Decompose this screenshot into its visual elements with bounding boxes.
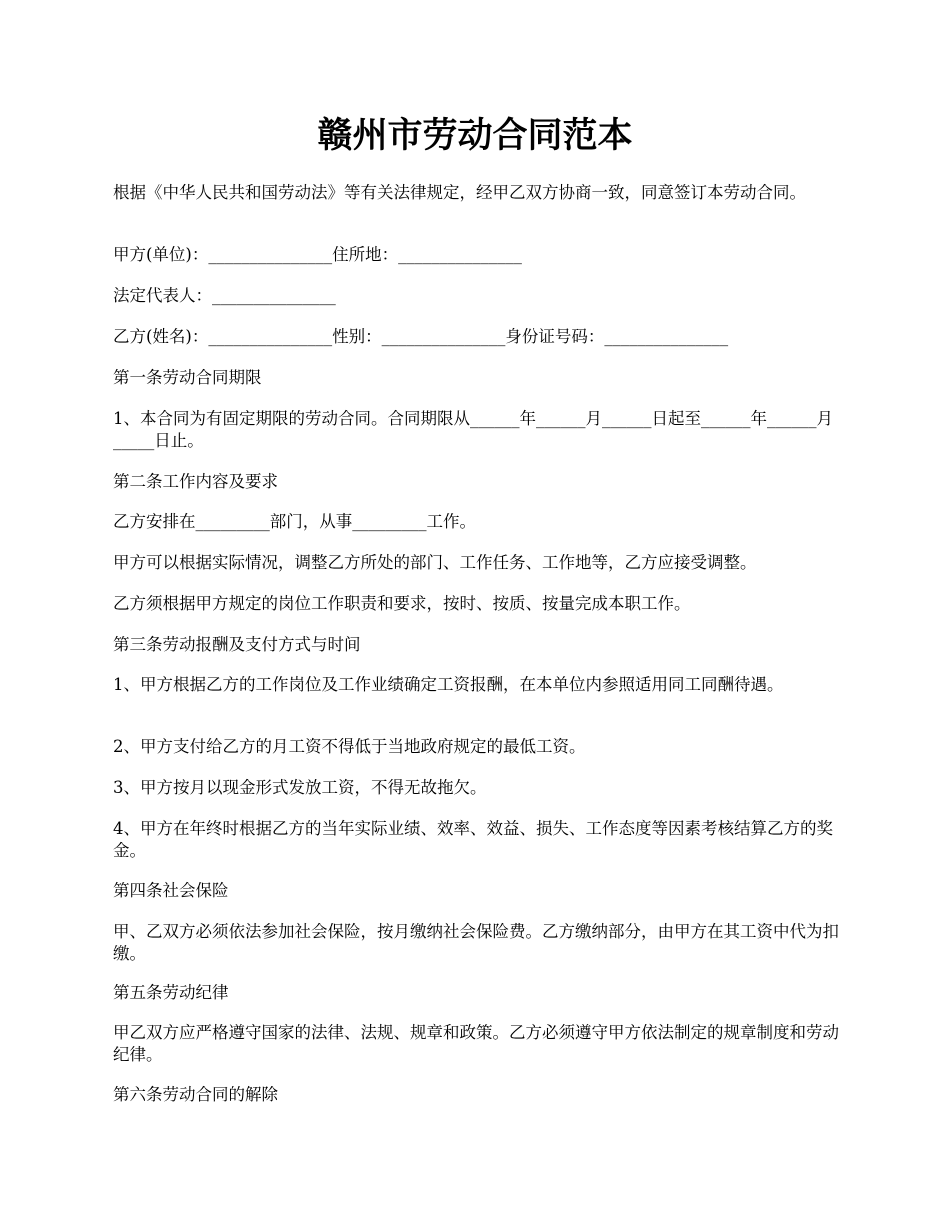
party-a-line: 甲方(单位)：_______________住所地：_______________ — [113, 245, 522, 264]
article-5-clause-1: 甲乙双方应严格遵守国家的法律、法规、规章和政策。乙方必须遵守甲方依法制定的规章制度和劳动纪律。 — [113, 1023, 839, 1064]
article-1-clause-1: 1、本合同为有固定期限的劳动合同。合同期限从______年______月______日起至______年______月_____日止。 — [113, 409, 833, 450]
legal-representative-line: 法定代表人：_______________ — [113, 286, 336, 305]
article-3-heading: 第三条劳动报酬及支付方式与时间 — [113, 635, 361, 654]
article-2-heading: 第二条工作内容及要求 — [113, 472, 278, 491]
article-5-heading: 第五条劳动纪律 — [113, 983, 229, 1002]
intro-paragraph: 根据《中华人民共和国劳动法》等有关法律规定，经甲乙双方协商一致，同意签订本劳动合同。 — [113, 183, 806, 202]
article-2-clause-3: 乙方须根据甲方规定的岗位工作职责和要求，按时、按质、按量完成本职工作。 — [113, 594, 691, 613]
article-1-heading: 第一条劳动合同期限 — [113, 368, 262, 387]
article-3-clause-3: 3、甲方按月以现金形式发放工资，不得无故拖欠。 — [113, 778, 487, 797]
article-3-clause-1: 1、甲方根据乙方的工作岗位及工作业绩确定工资报酬，在本单位内参照适用同工同酬待遇。 — [113, 675, 784, 694]
article-4-heading: 第四条社会保险 — [113, 881, 229, 900]
party-b-line: 乙方(姓名)：_______________性别：_______________身份证号码：_______________ — [113, 327, 729, 346]
article-3-clause-4: 4、甲方在年终时根据乙方的当年实际业绩、效率、效益、损失、工作态度等因素考核结算乙方的奖金。 — [113, 819, 833, 860]
document-title: 赣州市劳动合同范本 — [317, 115, 633, 156]
article-4-clause-1: 甲、乙双方必须依法参加社会保险，按月缴纳社会保险费。乙方缴纳部分，由甲方在其工资中代为扣缴。 — [113, 922, 839, 963]
article-2-clause-1: 乙方安排在_________部门，从事_________工作。 — [113, 512, 476, 531]
article-3-clause-2: 2、甲方支付给乙方的月工资不得低于当地政府规定的最低工资。 — [113, 737, 586, 756]
article-2-clause-2: 甲方可以根据实际情况，调整乙方所处的部门、工作任务、工作地等，乙方应接受调整。 — [113, 553, 757, 572]
article-6-heading: 第六条劳动合同的解除 — [113, 1085, 278, 1104]
